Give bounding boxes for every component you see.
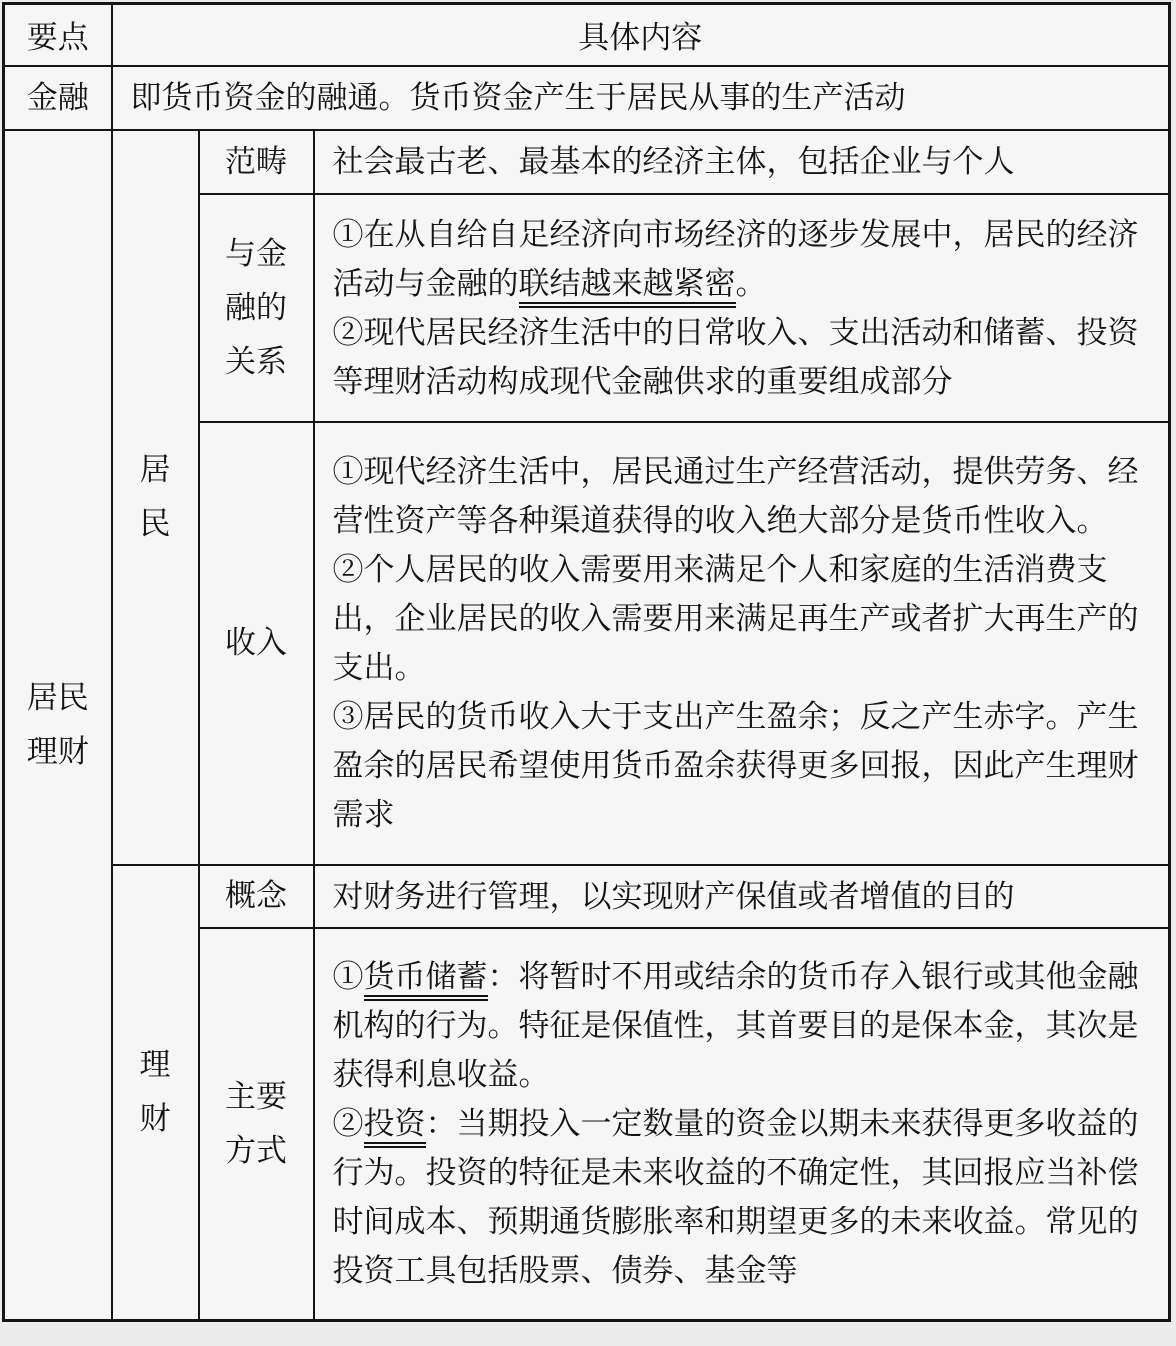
- gainian-label-cell: [199, 865, 314, 928]
- text-segment: ③居民的货币收入大于支出产生盈余；反之产生赤字。产生盈余的居民希望使用货币盈余获得更多回报，因此产生理财需求: [332, 699, 1139, 832]
- licai-label-cell: [112, 865, 199, 1321]
- row-fanchou: [4, 130, 1170, 194]
- text-segment: ①: [332, 959, 364, 995]
- jinrong-content-cell: 即货币资金的融通。货币资金产生于居民从事的生产活动: [112, 66, 1170, 130]
- text-segment: 。: [735, 265, 767, 301]
- paragraph: [333, 952, 1155, 1099]
- text-segment: ②现代居民经济生活中的日常收入、支出活动和储蓄、投资等理财活动构成现代金融供求的重要组成部分: [332, 314, 1139, 399]
- guanxi-content-cell: [314, 194, 1170, 422]
- underlined-term: 投资: [364, 1106, 426, 1148]
- paragraph: [333, 447, 1155, 545]
- underlined-term: 联结越来越紧密: [519, 266, 736, 308]
- text-segment: ：当期投入一定数量的资金以期未来获得更多收益的行为。投资的特征是未来收益的不确定性，其回报应当补偿时间成本、预期通货膨胀率和期望更多的未来收益。常见的投资工具包括股票、债券、基金等: [332, 1106, 1139, 1289]
- fangshi-label: 主要方式: [225, 1078, 287, 1168]
- paragraph: [333, 692, 1155, 839]
- text-segment: ②: [332, 1106, 364, 1142]
- jumin-label-cell: [112, 130, 199, 865]
- jumin-licai-label: 居民理财: [26, 679, 89, 769]
- guanxi-label-cell: [199, 194, 314, 422]
- header-content-cell: [112, 4, 1170, 66]
- shouru-content-cell: [314, 422, 1170, 865]
- jumin-licai-label-cell: [4, 130, 112, 1321]
- jumin-label: 居民: [139, 452, 171, 541]
- paragraph: [333, 210, 1155, 308]
- text-segment: ①现代经济生活中，居民通过生产经营活动，提供劳务、经营性资产等各种渠道获得的收入绝大部分是货币性收入。: [332, 454, 1139, 538]
- header-row: [4, 4, 1170, 66]
- row-gainian: [4, 865, 1170, 928]
- paragraph: [333, 545, 1155, 692]
- text-segment: ②个人居民的收入需要用来满足个人和家庭的生活消费支出，企业居民的收入需要用来满足再生产或者扩大再生产的支出。: [332, 552, 1139, 685]
- header-keypoint-cell: [4, 4, 112, 66]
- shouru-label: 收入: [225, 625, 287, 660]
- jinrong-label-cell: [4, 66, 112, 130]
- fanchou-label-cell: [199, 130, 314, 194]
- fanchou-label: 范畴: [225, 143, 287, 179]
- row-jinrong: [4, 66, 1170, 130]
- fangshi-content-cell: [314, 928, 1170, 1321]
- header-content-label: 具体内容: [578, 20, 703, 56]
- fanchou-content-cell: 社会最古老、最基本的经济主体，包括企业与个人: [314, 130, 1170, 194]
- shouru-label-cell: [199, 422, 314, 865]
- underlined-term: 货币储蓄: [364, 959, 488, 1001]
- guanxi-label: 与金融的关系: [225, 235, 287, 379]
- jinrong-label: 金融: [26, 79, 89, 115]
- text-segment: ①在从自给自足经济向市场经济的逐步发展中，居民的经济活动与金融的: [332, 216, 1139, 301]
- paragraph: [333, 308, 1155, 406]
- gainian-label: 概念: [225, 878, 287, 913]
- header-keypoint-label: 要点: [26, 20, 89, 56]
- text-segment: ：将暂时不用或结余的货币存入银行或其他金融机构的行为。特征是保值性，其首要目的是保本金，其次是获得利息收益。: [332, 959, 1139, 1093]
- fangshi-label-cell: [199, 928, 314, 1321]
- licai-label: 理财: [139, 1047, 171, 1137]
- notes-table: [2, 2, 1171, 1322]
- paragraph: [333, 1099, 1155, 1295]
- gainian-content-cell: 对财务进行管理，以实现财产保值或者增值的目的: [314, 865, 1170, 928]
